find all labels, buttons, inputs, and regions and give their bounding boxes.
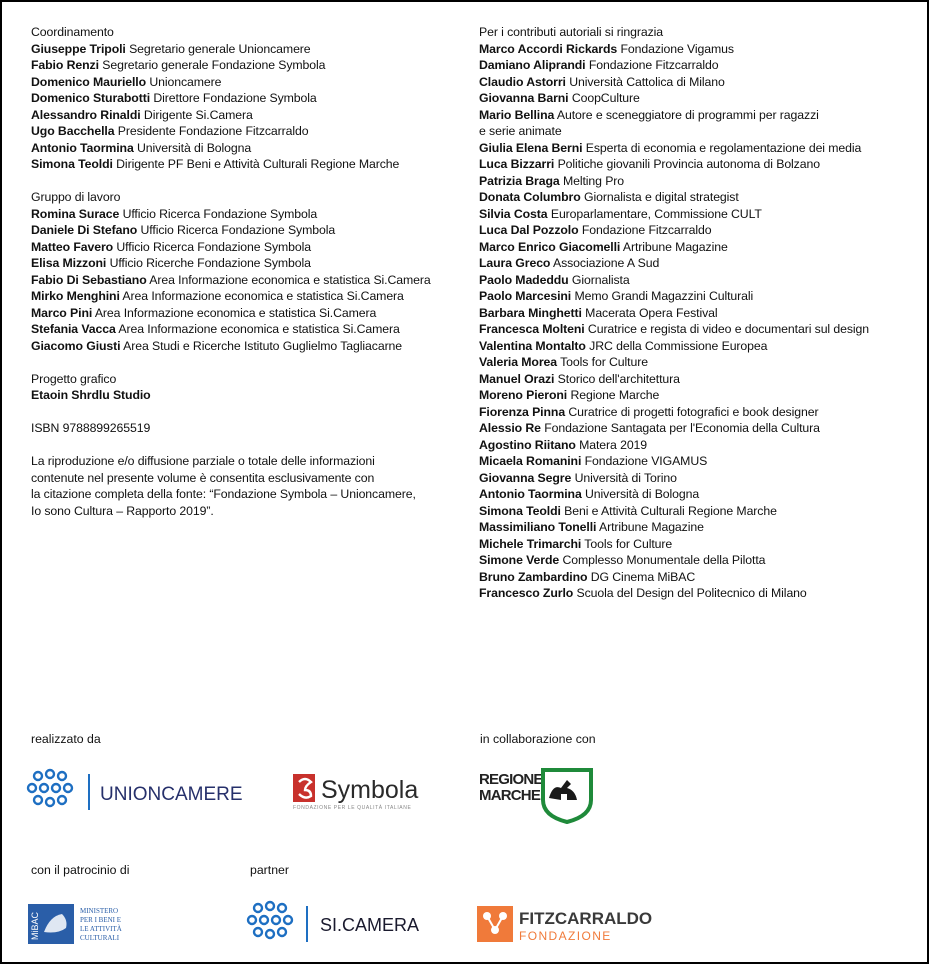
credit-line (31, 305, 461, 322)
credit-line (479, 354, 919, 371)
unioncamere-wordmark: UNIONCAMERE (100, 784, 243, 805)
credit-role: Ufficio Ricerca Fondazione Symbola (140, 223, 336, 237)
credit-line (479, 107, 919, 124)
mibac-line: CULTURALI (80, 934, 120, 942)
credit-line (479, 272, 919, 289)
credit-name: Fabio Renzi (31, 58, 99, 72)
credit-role: Segretario generale Fondazione Symbola (102, 58, 326, 72)
credit-role: Artribune Magazine (622, 239, 728, 254)
credit-line (31, 255, 461, 272)
credit-role: Università di Torino (574, 470, 677, 485)
credit-name: Fabio Di Sebastiano (31, 272, 147, 287)
symbola-wordmark: Symbola (321, 776, 419, 804)
credit-name: Barbara Minghetti (479, 305, 582, 320)
credit-line (479, 57, 919, 74)
credit-name: Francesca Molteni (479, 322, 585, 336)
credit-role: Ufficio Ricerche Fondazione Symbola (109, 256, 311, 270)
credit-role: Tools for Culture (584, 536, 673, 551)
credit-role: Europarlamentare, Commissione CULT (550, 206, 762, 221)
credit-line (479, 437, 919, 454)
credit-line (31, 41, 461, 58)
left-column (31, 24, 461, 519)
credit-role: Ufficio Ricerca Fondazione Symbola (122, 206, 318, 221)
credit-name: Massimiliano Tonelli (479, 520, 597, 534)
credit-role: Fondazione Vigamus (620, 41, 734, 56)
credit-line (479, 519, 919, 536)
credit-name: Moreno Pieroni (479, 388, 568, 402)
credit-name: Matteo Favero (31, 239, 114, 254)
gruppo-list (31, 206, 461, 355)
credit-role: Complesso Monumentale della Pilotta (562, 553, 766, 567)
credit-role: Associazione A Sud (552, 256, 660, 270)
credit-line (31, 90, 461, 107)
credit-role: Curatrice e regista di video e documentari sul design (587, 322, 870, 336)
credit-line (479, 206, 919, 223)
sicamera-logo (246, 900, 436, 948)
credit-role: Dirigente Si.Camera (143, 107, 253, 122)
credit-role: Autore e sceneggiatore di programmi per ragazzi (556, 107, 819, 122)
symbola-logo (291, 772, 433, 812)
credit-role: Area Informazione economica e statistica Si.Camera (94, 305, 377, 320)
credit-role: Tools for Culture (560, 355, 648, 369)
credit-name: Bruno Zambardino (479, 569, 588, 584)
mibac-line: PER I BENI E (80, 916, 122, 924)
gruppo-heading: Gruppo di lavoro (31, 190, 121, 204)
mibac-logo (28, 902, 128, 946)
credit-line (479, 404, 919, 421)
credit-role: Area Studi e Ricerche Istituto Guglielmo Tagliacarne (123, 338, 403, 353)
mibac-side-text: MiBAC (30, 911, 40, 940)
credit-line (31, 156, 461, 173)
credit-role: Giornalista (571, 272, 630, 287)
fitzcarraldo-subtitle: FONDAZIONE (519, 929, 612, 943)
credit-line (479, 239, 919, 256)
credit-line (479, 503, 919, 520)
credit-role: Fondazione VIGAMUS (584, 454, 708, 468)
credit-line (479, 420, 919, 437)
credit-name: Damiano Aliprandi (479, 58, 586, 72)
credit-line (31, 239, 461, 256)
credit-name: Claudio Astorri (479, 74, 566, 89)
right-column (479, 24, 919, 602)
sicamera-wordmark: SI.CAMERA (320, 915, 420, 935)
collaborazione-label: in collaborazione con (480, 732, 596, 746)
credit-name: Donata Columbro (479, 190, 581, 204)
credit-line (479, 321, 919, 338)
credit-role: Area Informazione economica e statistica Si.Camera (149, 272, 431, 287)
credit-role: Curatrice di progetti fotografici e book designer (568, 404, 819, 419)
credit-name: Michele Trimarchi (479, 536, 582, 551)
disclaimer (31, 453, 461, 519)
credit-role: Segretario generale Unioncamere (129, 41, 311, 56)
credit-name: Valeria Morea (479, 355, 557, 369)
credit-name: Agostino Riitano (479, 437, 576, 452)
credit-name: Antonio Taormina (479, 487, 582, 501)
credit-name: Simona Teoldi (31, 157, 113, 171)
sicamera-emblem-icon (248, 902, 292, 938)
credit-name: Fiorenza Pinna (479, 404, 566, 419)
credit-name: Stefania Vacca (31, 322, 116, 336)
credit-line (31, 140, 461, 157)
credit-role: Memo Grandi Magazzini Culturali (574, 289, 754, 303)
unioncamere-emblem-icon (28, 770, 72, 806)
credit-line (479, 222, 919, 239)
credit-name: Antonio Taormina (31, 140, 134, 155)
credit-name: Patrizia Braga (479, 173, 560, 188)
credit-name: Simone Verde (479, 553, 560, 567)
credit-role: Fondazione Fitzcarraldo (588, 58, 719, 72)
credit-name: Marco Accordi Rickards (479, 41, 618, 56)
credit-name: Mirko Menghini (31, 289, 120, 303)
credit-name: Ugo Bacchella (31, 124, 115, 138)
patrocinio-label: con il patrocinio di (31, 863, 130, 877)
credit-role: Area Informazione economica e statistica Si.Camera (118, 322, 400, 336)
fitzcarraldo-mark-icon (477, 906, 513, 942)
credit-name: Silvia Costa (479, 206, 548, 221)
credit-name: Giulia Elena Berni (479, 140, 583, 155)
credit-name: Giovanna Segre (479, 470, 572, 485)
credit-role: Presidente Fondazione Fitzcarraldo (117, 124, 309, 138)
credit-line (31, 57, 461, 74)
coordinamento-list (31, 41, 461, 173)
credit-line (479, 585, 919, 602)
credit-line (479, 552, 919, 569)
credit-line (479, 305, 919, 322)
fitzcarraldo-logo (477, 904, 667, 946)
disclaimer-line: La riproduzione e/o diffusione parziale o totale delle informazioni (31, 454, 375, 468)
credit-line (479, 338, 919, 355)
coordinamento-heading: Coordinamento (31, 25, 114, 39)
contributi-heading: Per i contributi autoriali si ringrazia (479, 25, 664, 39)
credit-line (479, 255, 919, 272)
credit-role-continuation: e serie animate (479, 124, 562, 138)
credit-line (479, 156, 919, 173)
isbn: ISBN 9788899265519 (31, 421, 151, 435)
credit-name: Laura Greco (479, 256, 551, 270)
credit-role: Università di Bologna (137, 140, 252, 155)
credit-name: Giacomo Giusti (31, 338, 121, 353)
credit-role: Storico dell'architettura (557, 371, 680, 386)
credit-name: Marco Pini (31, 305, 93, 320)
credit-name: Francesco Zurlo (479, 586, 574, 600)
credit-name: Manuel Orazi (479, 371, 555, 386)
credit-role: Università Cattolica di Milano (569, 74, 725, 89)
grafica-studio: Etaoin Shrdlu Studio (31, 388, 151, 402)
credit-line (31, 288, 461, 305)
partner-label: partner (250, 863, 289, 877)
credit-role: Direttore Fondazione Symbola (153, 91, 317, 105)
credit-line (31, 206, 461, 223)
credit-role: Artribune Magazine (599, 520, 704, 534)
credit-name: Elisa Mizzoni (31, 256, 107, 270)
credit-name: Romina Surace (31, 206, 120, 221)
credit-line (479, 453, 919, 470)
credit-name: Micaela Romanini (479, 454, 582, 468)
disclaimer-line: la citazione completa della fonte: “Fondazione Symbola – Unioncamere, (31, 487, 416, 501)
credit-role: CoopCulture (571, 91, 640, 105)
credit-name: Luca Dal Pozzolo (479, 223, 579, 237)
credit-line (479, 569, 919, 586)
credit-name: Paolo Marcesini (479, 289, 572, 303)
credit-role: DG Cinema MiBAC (590, 569, 696, 584)
credit-role: Fondazione Santagata per l'Economia della Cultura (544, 421, 820, 435)
credit-name: Giuseppe Tripoli (31, 41, 126, 56)
credit-role: Giornalista e digital strategist (583, 190, 739, 204)
symbola-subtitle: FONDAZIONE PER LE QUALITÀ ITALIANE (293, 805, 412, 811)
disclaimer-line: contenute nel presente volume è consentita esclusivamente con (31, 470, 375, 485)
grafica-heading: Progetto grafico (31, 371, 117, 386)
credit-line (479, 470, 919, 487)
credit-name: Domenico Sturabotti (31, 91, 151, 105)
credit-role: Esperta di economia e regolamentazione dei media (585, 140, 862, 155)
fitzcarraldo-wordmark: FITZCARRALDO (519, 909, 653, 928)
credit-line (479, 486, 919, 503)
regione-marche-logo (479, 766, 595, 824)
credit-line (479, 41, 919, 58)
credit-line (479, 140, 919, 157)
credit-name: Paolo Madeddu (479, 272, 569, 287)
mibac-line: LE ATTIVITÀ (80, 925, 122, 933)
credit-line (31, 272, 461, 289)
credit-line (479, 371, 919, 388)
credit-line (31, 74, 461, 91)
disclaimer-line: Io sono Cultura – Rapporto 2019”. (31, 503, 214, 518)
credit-role: Macerata Opera Festival (585, 305, 718, 320)
credit-name: Valentina Montalto (479, 338, 586, 353)
credit-line (31, 338, 461, 355)
credit-line (31, 107, 461, 124)
credit-role: JRC della Commissione Europea (589, 338, 768, 353)
credit-role: Regione Marche (570, 388, 660, 402)
credit-line (479, 74, 919, 91)
credit-name: Domenico Mauriello (31, 74, 147, 89)
realizzato-label: realizzato da (31, 732, 101, 746)
credit-role: Melting Pro (562, 173, 625, 188)
credit-role: Università di Bologna (585, 487, 700, 501)
credit-role: Politiche giovanili Provincia autonoma di Bolzano (557, 157, 820, 171)
credit-role: Dirigente PF Beni e Attività Culturali Regione Marche (116, 157, 400, 171)
credit-role: Matera 2019 (579, 437, 648, 452)
credit-name: Simona Teoldi (479, 503, 561, 518)
credit-name: Giovanna Barni (479, 91, 569, 105)
credit-name: Luca Bizzarri (479, 157, 555, 171)
contributi-list (479, 41, 919, 602)
credit-line (479, 90, 919, 107)
credit-line (479, 189, 919, 206)
credit-name: Alessandro Rinaldi (31, 107, 141, 122)
credit-line (479, 288, 919, 305)
unioncamere-logo (26, 768, 256, 816)
regione-word: REGIONE (479, 771, 543, 788)
credit-line (31, 321, 461, 338)
mibac-line: MINISTERO (80, 907, 119, 915)
marche-word: MARCHE (479, 787, 541, 804)
credit-line (479, 173, 919, 190)
credit-role: Area Informazione economica e statistica Si.Camera (122, 289, 404, 303)
credit-role: Ufficio Ricerca Fondazione Symbola (116, 239, 311, 254)
credit-line (31, 222, 461, 239)
credit-name: Daniele Di Stefano (31, 223, 138, 237)
credit-role: Unioncamere (149, 74, 222, 89)
credit-role: Scuola del Design del Politecnico di Milano (576, 586, 807, 600)
credit-name: Alessio Re (479, 421, 541, 435)
credit-line (479, 536, 919, 553)
credit-role: Fondazione Fitzcarraldo (581, 223, 712, 237)
credit-role: Beni e Attività Culturali Regione Marche (564, 503, 777, 518)
credit-line (31, 123, 461, 140)
credit-name: Marco Enrico Giacomelli (479, 239, 621, 254)
credit-line (479, 387, 919, 404)
credit-name: Mario Bellina (479, 107, 555, 122)
